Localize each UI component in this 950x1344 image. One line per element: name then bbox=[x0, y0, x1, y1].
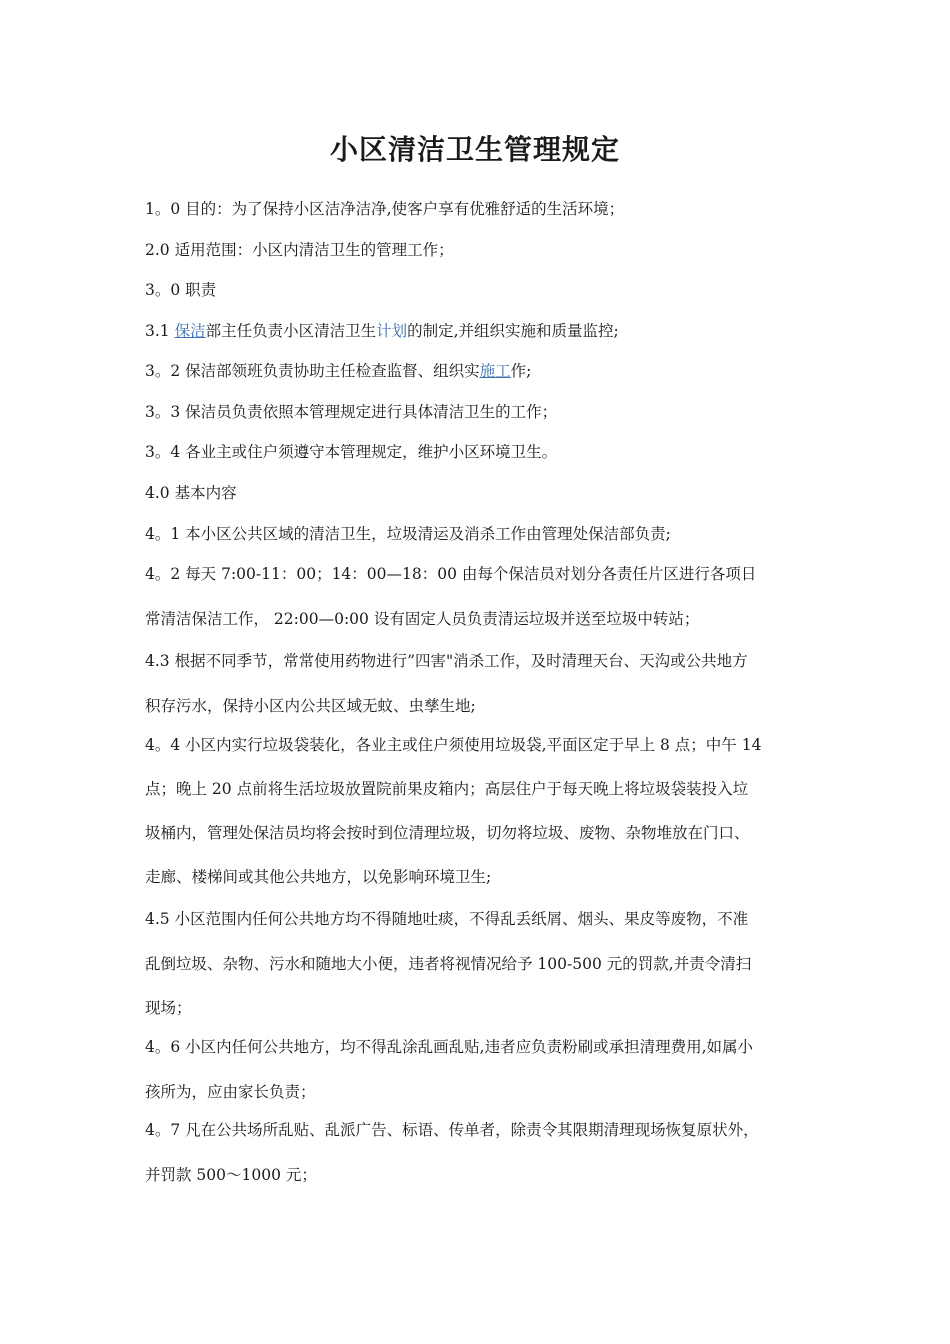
document-title: 小区清洁卫生管理规定 bbox=[329, 133, 620, 166]
paragraph-4-7-line-2: 并罚款 500～1000 元； bbox=[145, 1166, 317, 1184]
link-jihua[interactable]: 计划 bbox=[376, 322, 408, 340]
link-baojie[interactable]: 保洁 bbox=[174, 322, 206, 340]
paragraph-4-6-line-2: 孩所为，应由家长负责； bbox=[145, 1083, 316, 1101]
paragraph-4-4-line-1: 4。4 小区内实行垃圾袋装化，各业主或住户须使用垃圾袋,平面区定于早上 8 点；中午 14 bbox=[145, 736, 762, 754]
paragraph-3-1-middle: 部主任负责小区清洁卫生 bbox=[205, 322, 377, 340]
paragraph-4-7-line-1: 4。7 凡在公共场所乱贴、乱派广告、标语、传单者，除责令其限期清理现场恢复原状外， bbox=[145, 1121, 759, 1139]
paragraph-4-4-line-3: 圾桶内，管理处保洁员均将会按时到位清理垃圾，切勿将垃圾、废物、杂物堆放在门口、 bbox=[145, 824, 750, 842]
paragraph-4-3-line-2: 积存污水，保持小区内公共区域无蚊、虫孳生地; bbox=[145, 697, 476, 715]
paragraph-4-3-line-1: 4.3 根据不同季节，常常使用药物进行”四害"消杀工作，及时清理天台、天沟或公共地方 bbox=[145, 652, 748, 670]
paragraph-4-5-line-3: 现场； bbox=[145, 999, 192, 1017]
paragraph-3-0: 3。0 职责 bbox=[145, 281, 217, 299]
paragraph-3-2-suffix: 作; bbox=[510, 362, 532, 380]
paragraph-1-0: 1。0 目的：为了保持小区洁净洁净,使客户享有优雅舒适的生活环境； bbox=[145, 200, 625, 218]
paragraph-4-0: 4.0 基本内容 bbox=[145, 484, 237, 502]
paragraph-4-2-line-2: 常清洁保洁工作， 22:00—0:00 设有固定人员负责清运垃圾并送至垃圾中转站； bbox=[145, 610, 700, 628]
paragraph-2-0: 2.0 适用范围：小区内清洁卫生的管理工作； bbox=[145, 241, 454, 259]
paragraph-3-1-prefix: 3.1 bbox=[145, 322, 175, 340]
paragraph-3-3: 3。3 保洁员负责依照本管理规定进行具体清洁卫生的工作； bbox=[145, 403, 558, 421]
paragraph-3-2-prefix: 3。2 保洁部领班负责协助主任检查监督、组织实 bbox=[145, 362, 480, 380]
paragraph-4-4-line-2: 点；晚上 20 点前将生活垃圾放置院前果皮箱内；高层住户于每天晚上将垃圾袋装投入垃 bbox=[145, 780, 749, 798]
link-shigong[interactable]: 施工 bbox=[479, 362, 511, 380]
paragraph-3-1 bbox=[145, 309, 815, 353]
paragraph-3-2 bbox=[145, 349, 815, 393]
paragraph-4-6-line-1: 4。6 小区内任何公共地方，均不得乱涂乱画乱贴,违者应负责粉刷或承担清理费用,如属小 bbox=[145, 1038, 754, 1056]
paragraph-4-5-line-1: 4.5 小区范围内任何公共地方均不得随地吐痰，不得乱丢纸屑、烟头、果皮等废物，不准 bbox=[145, 910, 749, 928]
paragraph-3-1-suffix: 的制定,并组织实施和质量监控; bbox=[407, 322, 619, 340]
paragraph-4-1: 4。1 本小区公共区域的清洁卫生，垃圾清运及消杀工作由管理处保洁部负责; bbox=[145, 525, 671, 543]
paragraph-3-4: 3。4 各业主或住户须遵守本管理规定，维护小区环境卫生。 bbox=[145, 443, 558, 461]
paragraph-4-5-line-2: 乱倒垃圾、杂物、污水和随地大小便，违者将视情况给予 100-500 元的罚款,并责令清扫 bbox=[145, 955, 752, 973]
paragraph-4-4-line-4: 走廊、楼梯间或其他公共地方，以免影响环境卫生; bbox=[145, 868, 492, 886]
paragraph-4-2-line-1: 4。2 每天 7:00-11：00；14：00—18：00 由每个保洁员对划分各责任片区进行各项日 bbox=[145, 565, 757, 583]
